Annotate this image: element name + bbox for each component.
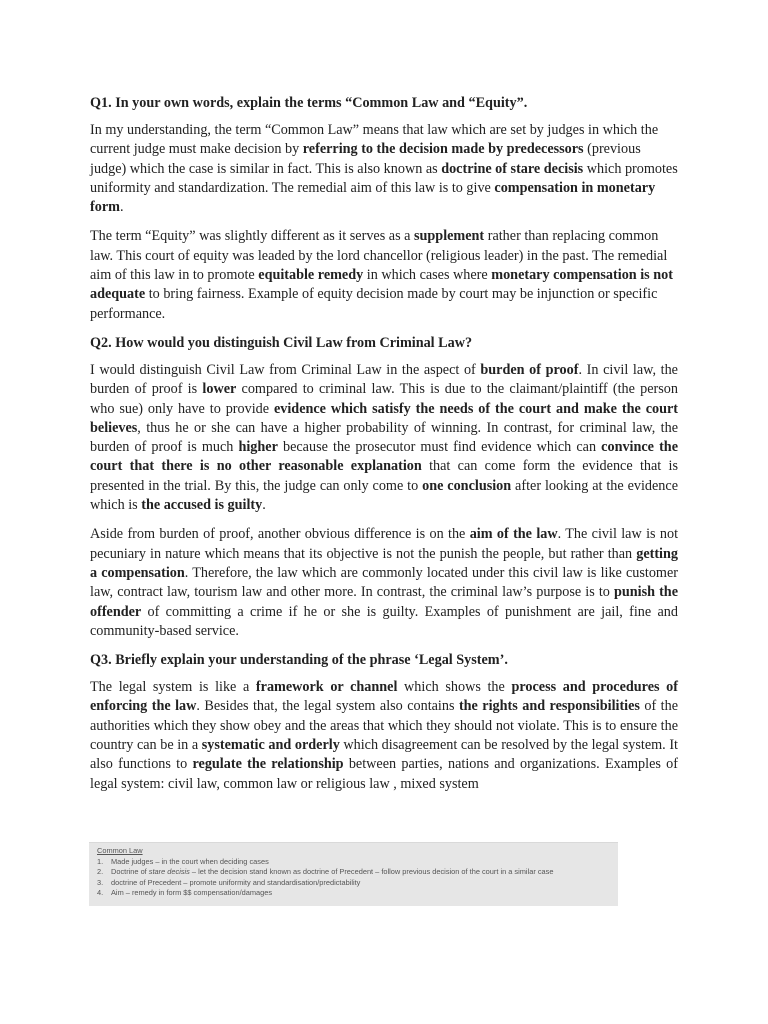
q1-paragraph-1 bbox=[90, 121, 678, 217]
bold-text: evidence which satisfy the needs of the court and make the court believes bbox=[90, 400, 679, 436]
notes-item bbox=[97, 857, 618, 868]
text-run: . In civil law, the burden of proof is bbox=[90, 361, 678, 398]
text-run: The legal system is like a bbox=[90, 679, 256, 696]
text-run: Aside from burden of proof, another obvious difference is on the bbox=[90, 526, 470, 543]
q1-paragraph-2 bbox=[90, 227, 678, 323]
text-run: . Therefore, the law which are commonly located under this civil law is like customer law, contract law, tourism law and other more. In contrast, the criminal law’s purpose is to bbox=[90, 564, 678, 601]
bold-text: monetary compensation is not adequate bbox=[90, 267, 673, 303]
italic-text: stare decisis bbox=[148, 867, 190, 876]
text-run: . The civil law is not pecuniary in nature which means that its objective is not the punish the people, but rather than bbox=[90, 526, 679, 562]
text-run: which disagreement can be resolved by the legal system. It also functions to bbox=[90, 737, 678, 773]
text-run: Aim – remedy in form $$ compensation/damages bbox=[111, 888, 273, 897]
notes-item-number: 3. bbox=[97, 877, 104, 887]
text-run: of committing a crime if he or she is guilty. Examples of punishment are jail, fine and community-based service. bbox=[90, 603, 678, 639]
notes-item-number: 1. bbox=[97, 856, 104, 866]
text-run: because the prosecutor must find evidence which can bbox=[277, 439, 602, 456]
bold-text: doctrine of stare decisis bbox=[441, 160, 584, 177]
bold-text: regulate the relationship bbox=[192, 756, 344, 773]
text-run: between parties, nations and organizations. Examples of legal system: civil law, common law or religious law , mixed system bbox=[90, 756, 678, 792]
text-run: In my understanding, the term “Common Law” means that law which are set by judges in which the current judge must make decision by bbox=[90, 122, 659, 158]
notes-item-text bbox=[111, 878, 360, 887]
text-run: that can come form the evidence that is presented in the trial. By this, the judge can only come to bbox=[90, 458, 678, 494]
bold-text: process and procedures of enforcing the law bbox=[90, 679, 678, 715]
notes-item-text bbox=[111, 867, 553, 876]
text-run: in which cases where bbox=[363, 267, 492, 284]
question-1-heading: Q1. In your own words, explain the terms “Common Law and “Equity”. bbox=[90, 95, 528, 111]
text-run: The term “Equity” was slightly different as it serves as a bbox=[90, 228, 414, 245]
text-run: which promotes uniformity and standardization. The remedial aim of this law is to give bbox=[90, 160, 678, 196]
text-run: I would distinguish Civil Law from Criminal Law in the aspect of bbox=[90, 361, 481, 378]
bold-text: higher bbox=[238, 439, 278, 456]
text-run: doctrine of Precedent – promote uniformity and standardisation/predictability bbox=[111, 877, 361, 887]
bold-text: aim of the law bbox=[469, 526, 558, 543]
bold-text: one conclusion bbox=[422, 477, 512, 494]
text-run: compared to criminal law. This is due to the claimant/plaintiff (the person who sue) only have to provide bbox=[90, 381, 678, 417]
text-run: – let the decision stand known as doctrine of Precedent – follow previous decision of the court in a similar case bbox=[189, 867, 554, 876]
bold-text: systematic and orderly bbox=[201, 737, 340, 754]
text-run: , thus he or she can have a higher probability of winning. In contrast, for criminal law, the burden of proof is much bbox=[90, 419, 678, 456]
text-run: to bring fairness. Example of equity decision made by court may be injunction or specific performance. bbox=[90, 286, 658, 322]
bold-text: lower bbox=[202, 381, 237, 398]
document-body bbox=[90, 94, 678, 804]
bold-text: the rights and responsibilities bbox=[458, 698, 640, 715]
bold-text: equitable remedy bbox=[258, 267, 364, 284]
question-3-heading: Q3. Briefly explain your understanding of the phrase ‘Legal System’. bbox=[90, 652, 508, 669]
bold-text: supplement bbox=[414, 228, 485, 245]
text-run: which shows the bbox=[397, 679, 512, 696]
bold-text: burden of proof bbox=[480, 361, 579, 378]
notes-title: Common Law bbox=[97, 846, 143, 855]
notes-item-text bbox=[111, 857, 269, 866]
common-law-notes-image bbox=[89, 842, 618, 906]
text-run: rather than replacing common law. This court of equity was leaded by the lord chancellor (religious leader) in the past. The remedial aim of this law in to promote bbox=[90, 228, 668, 284]
bold-text: framework or channel bbox=[255, 679, 398, 696]
bold-text: compensation in monetary form bbox=[90, 179, 656, 216]
notes-item-number: 2. bbox=[97, 867, 104, 876]
notes-item bbox=[97, 878, 618, 889]
text-run: . Besides that, the legal system also contains bbox=[196, 698, 459, 715]
q2-paragraph-2 bbox=[90, 525, 678, 641]
text-run: . bbox=[262, 497, 266, 514]
bold-text: the accused is guilty bbox=[141, 497, 263, 514]
text-run: after looking at the evidence which is bbox=[90, 477, 678, 514]
bold-text: referring to the decision made by predecessors bbox=[302, 141, 584, 158]
q3-paragraph-1 bbox=[90, 678, 678, 794]
text-run: of the authorities which they show obey and the areas that which they should not violate. This is to ensure the country can be in a bbox=[90, 698, 679, 754]
text-run: Doctrine of bbox=[111, 867, 149, 876]
question-2-heading: Q2. How would you distinguish Civil Law from Criminal Law? bbox=[90, 334, 473, 351]
notes-item bbox=[97, 867, 618, 878]
notes-item-number: 4. bbox=[97, 888, 104, 897]
bold-text: punish the offender bbox=[90, 584, 678, 620]
text-run: . bbox=[119, 199, 124, 216]
bold-text: convince the court that there is no other reasonable explanation bbox=[90, 439, 678, 475]
text-run: Made judges – in the court when deciding cases bbox=[111, 856, 269, 866]
text-run: (previous judge) which the case is similar in fact. This is also known as bbox=[90, 141, 641, 177]
notes-item bbox=[97, 888, 618, 899]
notes-item-text bbox=[111, 888, 272, 897]
q2-paragraph-1 bbox=[90, 361, 678, 515]
bold-text: getting a compensation bbox=[90, 545, 678, 581]
